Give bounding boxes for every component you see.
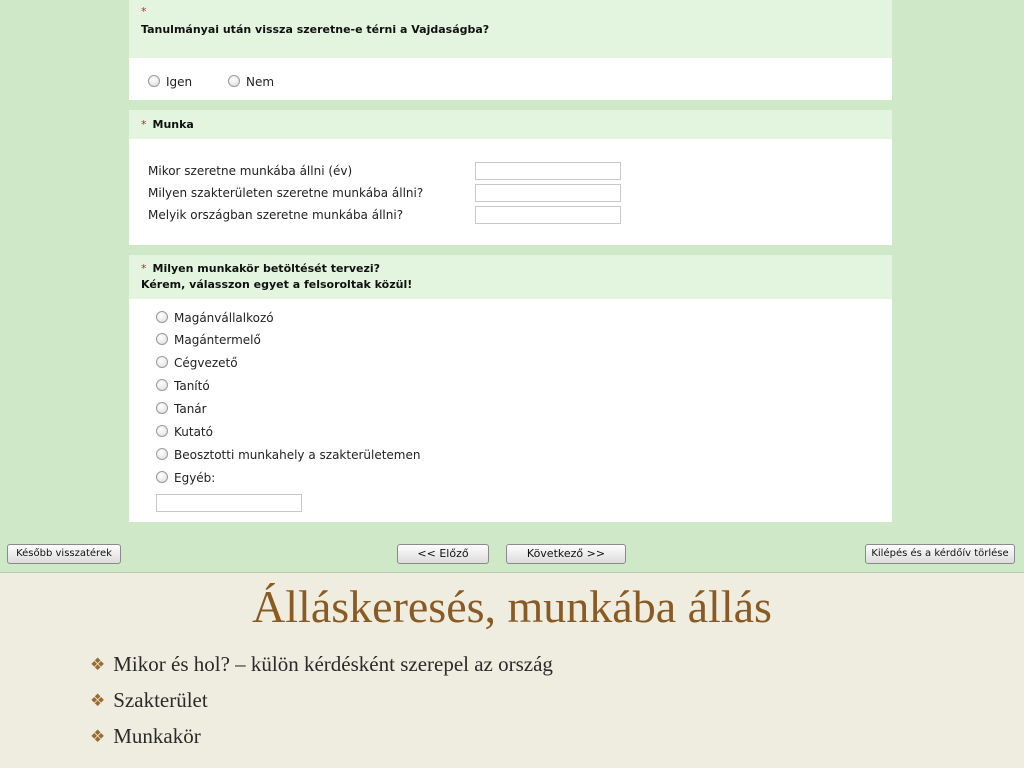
question-work-body	[129, 139, 892, 245]
year-input[interactable]	[475, 162, 621, 180]
radio-icon[interactable]	[156, 356, 168, 368]
bullet-item	[90, 688, 208, 713]
radio-icon[interactable]	[156, 379, 168, 391]
diamond-bullet-icon: ❖	[90, 655, 106, 674]
option-tanito[interactable]	[156, 379, 210, 393]
option-label: Nem	[246, 75, 275, 89]
option-beosztotti[interactable]	[156, 448, 420, 462]
question-work-title: Munka	[152, 118, 194, 131]
option-label: Beosztotti munkahely a szakterületemen	[174, 448, 421, 462]
option-igen[interactable]	[148, 75, 192, 89]
radio-icon[interactable]	[156, 425, 168, 437]
option-egyeb[interactable]	[156, 471, 215, 485]
option-label: Egyéb:	[174, 471, 216, 485]
option-label: Magántermelő	[174, 333, 261, 347]
survey-panel	[129, 0, 892, 522]
radio-icon[interactable]	[228, 75, 240, 87]
radio-icon[interactable]	[148, 75, 160, 87]
option-label: Tanár	[174, 402, 207, 416]
country-input[interactable]	[475, 206, 621, 224]
radio-icon[interactable]	[156, 311, 168, 323]
question-position-header	[129, 255, 892, 299]
field-label-country: Melyik országban szeretne munkába állni?	[148, 208, 404, 222]
option-maganvallalkozo[interactable]	[156, 311, 274, 325]
option-label: Tanító	[174, 379, 210, 393]
bullet-text: Szakterület	[113, 688, 208, 712]
required-mark: *	[141, 118, 147, 131]
next-button[interactable]: Következő >>	[506, 544, 626, 564]
diamond-bullet-icon: ❖	[90, 727, 106, 746]
bullet-text: Mikor és hol? – külön kérdésként szerepel az ország	[113, 652, 553, 676]
bullet-item	[90, 652, 553, 677]
question-work-header	[129, 110, 892, 139]
other-input[interactable]	[156, 494, 302, 512]
option-label: Magánvállalkozó	[174, 311, 274, 325]
field-label-year: Mikor szeretne munkába állni (év)	[148, 164, 353, 178]
option-label: Igen	[166, 75, 193, 89]
option-tanar[interactable]	[156, 402, 207, 416]
option-magantermelo[interactable]	[156, 333, 261, 347]
prev-button[interactable]: << Előző	[397, 544, 489, 564]
question-position-title: Milyen munkakör betöltését tervezi?	[152, 262, 381, 275]
question-return-text: Tanulmányai után vissza szeretne-e térni a Vajdaságba?	[141, 23, 490, 36]
option-label: Kutató	[174, 425, 213, 439]
question-position-body	[129, 299, 892, 522]
option-kutato[interactable]	[156, 425, 213, 439]
exit-delete-button[interactable]: Kilépés és a kérdőív törlése	[865, 544, 1015, 564]
bullet-text: Munkakör	[113, 724, 201, 748]
bullet-item	[90, 724, 201, 749]
radio-icon[interactable]	[156, 333, 168, 345]
later-button[interactable]: Később visszatérek	[7, 544, 121, 564]
option-nem[interactable]	[228, 75, 274, 89]
specialty-input[interactable]	[475, 184, 621, 202]
required-mark: *	[141, 5, 147, 18]
option-cegvezeto[interactable]	[156, 356, 238, 370]
radio-icon[interactable]	[156, 471, 168, 483]
question-return-body	[129, 58, 892, 100]
required-mark: *	[141, 262, 147, 275]
question-return-header	[129, 0, 892, 58]
radio-icon[interactable]	[156, 402, 168, 414]
diamond-bullet-icon: ❖	[90, 691, 106, 710]
option-label: Cégvezető	[174, 356, 238, 370]
slide-title: Álláskeresés, munkába állás	[252, 581, 772, 632]
radio-icon[interactable]	[156, 448, 168, 460]
question-position-subtitle: Kérem, válasszon egyet a felsoroltak közül!	[141, 278, 413, 291]
field-label-specialty: Milyen szakterületen szeretne munkába állni?	[148, 186, 424, 200]
